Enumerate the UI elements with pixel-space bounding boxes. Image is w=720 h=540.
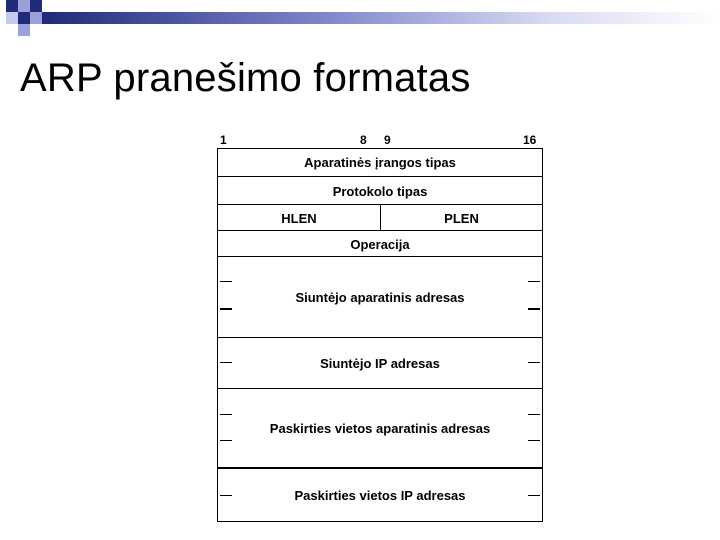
- field-label: Siuntėjo IP adresas: [320, 356, 440, 371]
- boundary-tick: [220, 281, 232, 282]
- field-label: Paskirties vietos aparatinis adresas: [269, 421, 491, 436]
- field-label: PLEN: [444, 210, 479, 226]
- slide-title: ARP pranešimo formatas: [20, 56, 471, 100]
- bit-label-16: 16: [523, 133, 537, 147]
- field-sender-hardware-address: [218, 256, 542, 338]
- bit-label-1: 1: [220, 133, 227, 147]
- field-operation: [218, 230, 542, 257]
- field-hlen-plen: [218, 204, 542, 231]
- field-protocol-type: [218, 176, 542, 205]
- boundary-tick: [528, 281, 540, 282]
- field-target-ip-address: [218, 467, 542, 522]
- field-target-hardware-address: [218, 388, 542, 468]
- field-hlen: [218, 205, 381, 231]
- boundary-tick: [528, 495, 540, 496]
- boundary-tick: [220, 362, 232, 363]
- boundary-tick: [220, 308, 232, 310]
- bit-label-8: 8: [360, 133, 367, 147]
- boundary-tick: [220, 414, 232, 415]
- field-label: HLEN: [281, 210, 317, 226]
- boundary-tick: [528, 414, 540, 415]
- field-label: Siuntėjo aparatinis adresas: [295, 290, 465, 305]
- field-label: Aparatinės įrangos tipas: [304, 155, 456, 170]
- boundary-tick: [528, 362, 540, 363]
- boundary-tick: [528, 440, 540, 441]
- field-plen: [381, 205, 542, 231]
- boundary-tick: [220, 440, 232, 441]
- field-sender-ip-address: [218, 337, 542, 389]
- header-gradient-bar: [42, 12, 720, 24]
- field-label: Operacija: [350, 236, 410, 252]
- boundary-tick: [528, 308, 540, 310]
- bit-label-9: 9: [384, 133, 391, 147]
- field-label: Paskirties vietos IP adresas: [294, 488, 466, 503]
- arp-packet-diagram: [217, 148, 543, 522]
- boundary-tick: [220, 495, 232, 496]
- field-hardware-type: [218, 149, 542, 176]
- field-label: Protokolo tipas: [332, 183, 428, 199]
